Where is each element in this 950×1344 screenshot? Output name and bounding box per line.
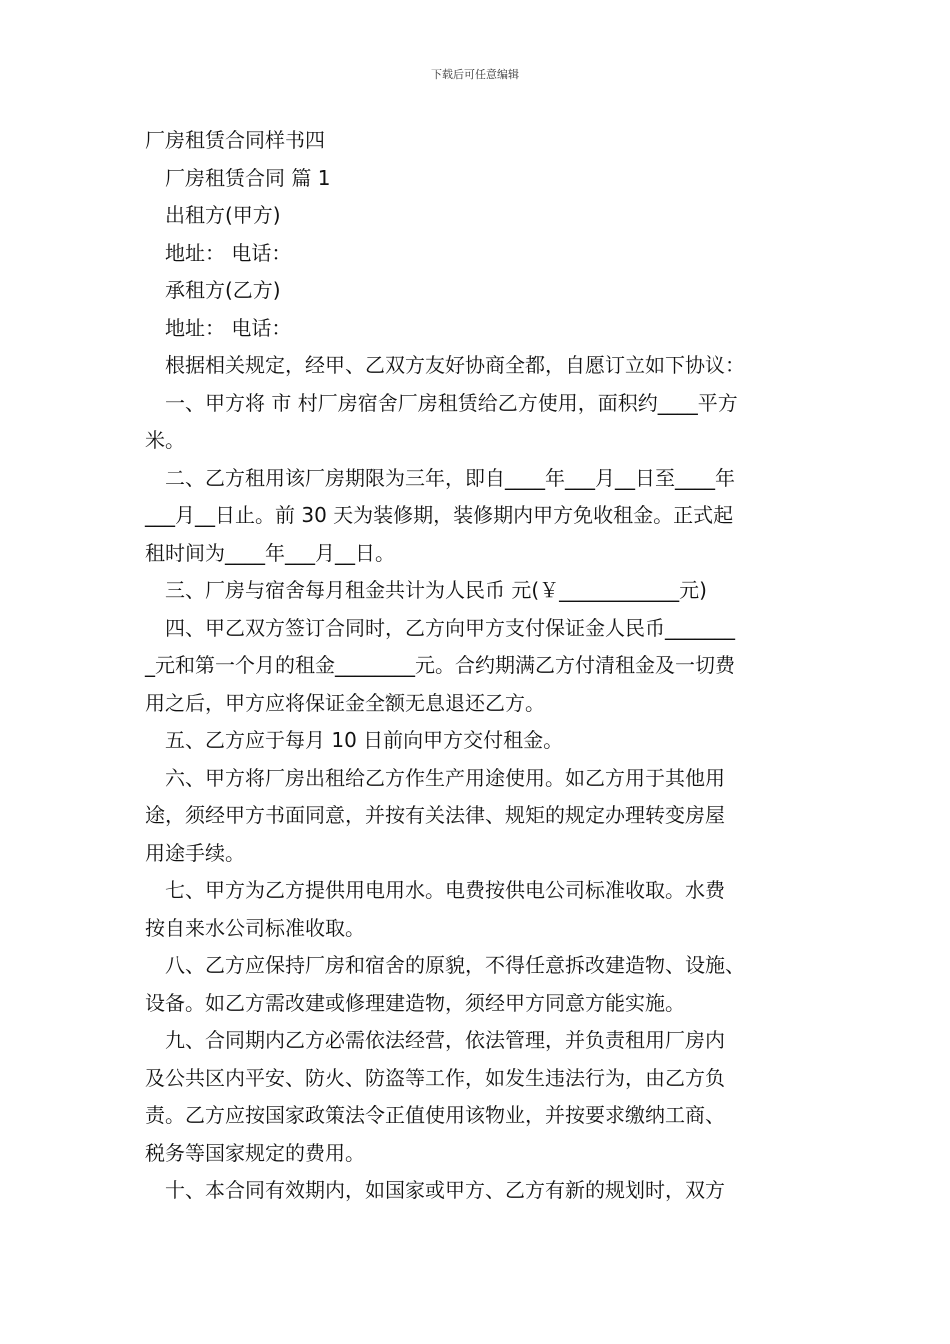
clause-paragraph: [145, 385, 825, 460]
clause-line: 五、乙方应于每月 10 日前向甲方交付租金。: [165, 728, 564, 752]
lessor-line: 出租方(甲方): [165, 203, 281, 227]
clause-line: 用之后，甲方应将保证金全额无息退还乙方。: [145, 690, 545, 715]
clause-line: _元和第一个月的租金________元。合约期满乙方付清租金及一切费: [145, 653, 735, 677]
clause-line: 三、厂房与宿舍每月租金共计为人民币 元(￥____________元): [165, 578, 707, 602]
clause-paragraph: [145, 872, 825, 947]
clause-paragraph: [145, 722, 825, 760]
clause-paragraph: [145, 1022, 825, 1172]
lessee-line: 承租方(乙方): [165, 278, 281, 302]
header-note: 下载后可任意编辑: [431, 68, 519, 81]
clause-line: 米。: [145, 428, 185, 452]
clause-line: 租时间为____年___月__日。: [145, 540, 395, 565]
clause-line: 八、乙方应保持厂房和宿舍的原貌，不得任意拆改建造物、设施、: [165, 953, 745, 977]
clause-line: 七、甲方为乙方提供用电用水。电费按供电公司标准收取。水费: [165, 878, 725, 902]
clause-line: 十、本合同有效期内，如国家或甲方、乙方有新的规划时，双方: [165, 1178, 725, 1202]
clause-line: ___月__日止。前 30 天为装修期，装修期内甲方免收租金。正式起: [145, 503, 734, 527]
clause-line: 四、甲乙双方签订合同时，乙方向甲方支付保证金人民币_______: [165, 615, 735, 640]
document-body: [145, 122, 825, 1210]
clause-line: 设备。如乙方需改建或修理建造物，须经甲方同意方能实施。: [145, 990, 685, 1015]
clause-line: 按自来水公司标准收取。: [145, 915, 365, 940]
clause-line: 用途手续。: [145, 840, 245, 865]
clause-line: 六、甲方将厂房出租给乙方作生产用途使用。如乙方用于其他用: [165, 765, 725, 790]
clause-line: 及公共区内平安、防火、防盗等工作，如发生违法行为，由乙方负: [145, 1065, 725, 1090]
clause-paragraph: [145, 760, 825, 873]
contract-subtitle: 厂房租赁合同 篇 1: [165, 165, 331, 190]
party-info: [145, 197, 825, 347]
clause-line: 九、合同期内乙方必需依法经营，依法管理，并负责租用厂房内: [165, 1028, 725, 1052]
lessee-address-line: 地址： 电话：: [165, 315, 292, 340]
clause-line: 途，须经甲方书面同意，并按有关法律、规矩的规定办理转变房屋: [145, 803, 725, 827]
clause-line: 二、乙方租用该厂房期限为三年，即自____年___月__日至____年: [165, 465, 735, 490]
clause-paragraph: [145, 572, 825, 610]
clause-paragraph: [145, 1172, 825, 1210]
lessor-address-line: 地址： 电话：: [165, 240, 292, 265]
clause-paragraph: [145, 610, 825, 723]
clause-paragraph: [145, 460, 825, 573]
clause-line: 税务等国家规定的费用。: [145, 1140, 365, 1165]
clause-paragraph: [145, 947, 825, 1022]
clause-line: 一、甲方将 市 村厂房宿舍厂房租赁给乙方使用，面积约____平方: [165, 390, 738, 415]
document-title: 厂房租赁合同样书四: [145, 128, 325, 152]
clause-line: 责。乙方应按国家政策法令正值使用该物业，并按要求缴纳工商、: [145, 1103, 725, 1127]
clause-list: [145, 347, 825, 1210]
clause-paragraph: [145, 347, 825, 385]
clause-line: 根据相关规定，经甲、乙双方友好协商全都，自愿订立如下协议：: [165, 353, 745, 377]
